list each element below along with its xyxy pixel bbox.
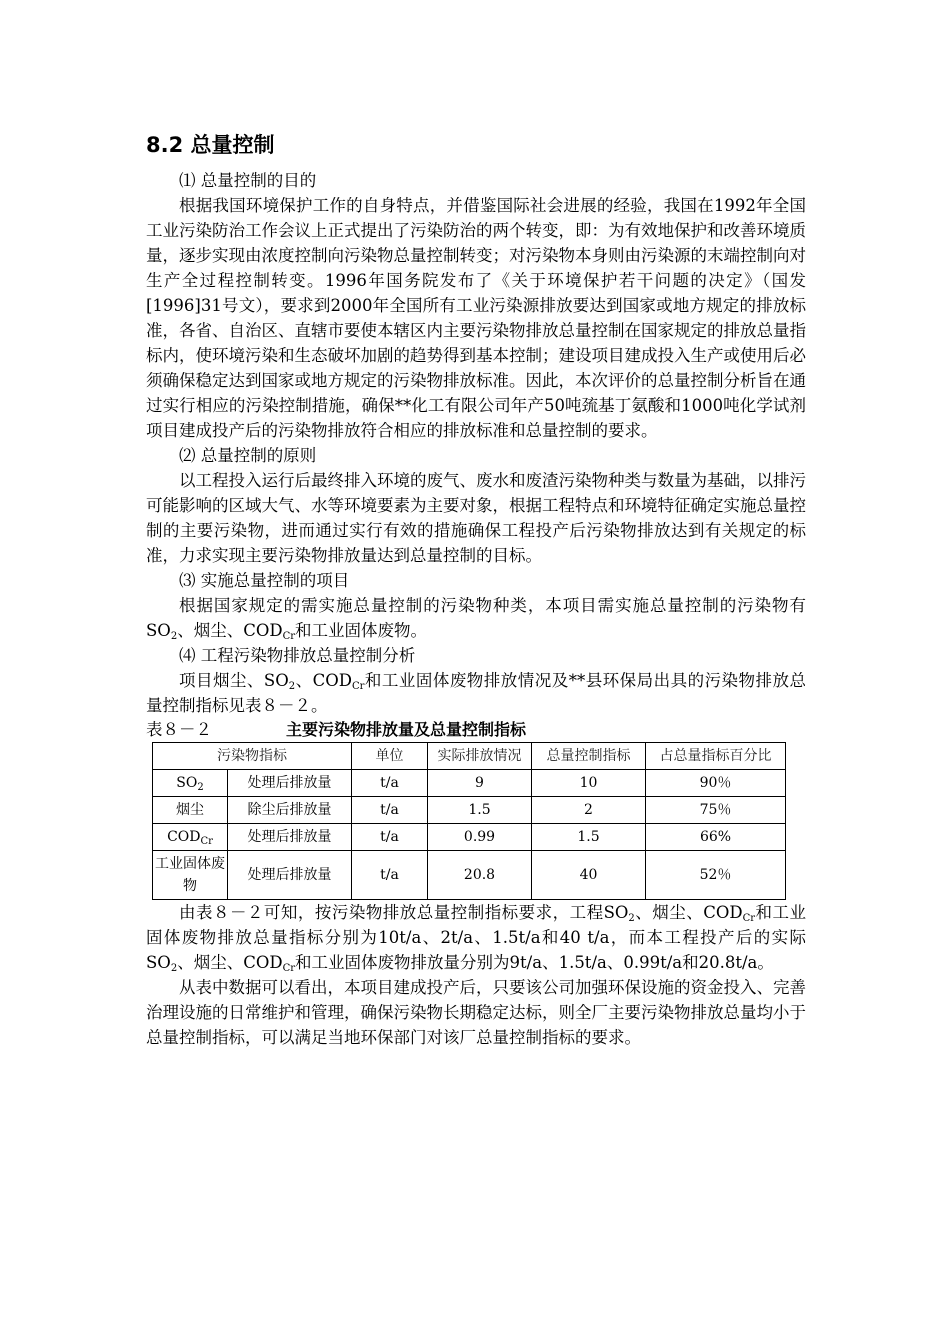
subsection-1-title: ⑴ 总量控制的目的 — [179, 171, 317, 190]
cell-percent: 52％ — [646, 851, 786, 900]
cell-unit: t/a — [352, 770, 428, 797]
header-unit: 单位 — [352, 743, 428, 770]
table-caption — [146, 718, 806, 742]
table-row — [153, 770, 786, 797]
cell-percent: 66% — [646, 824, 786, 851]
emission-table — [152, 742, 786, 900]
cell-actual: 9 — [428, 770, 532, 797]
section-heading: 8.2 总量控制 — [146, 133, 275, 157]
header-actual: 实际排放情况 — [428, 743, 532, 770]
header-percent: 占总量指标百分比 — [646, 743, 786, 770]
table-row — [153, 797, 786, 824]
cell-limit: 2 — [532, 797, 646, 824]
table-analysis-paragraph: 由表８－２可知，按污染物排放总量控制指标要求，工程$SO_2$、烟尘、$COD_{Cr}$和工业固体废物排放总量指标分别为10t/a、2t/a、1.5t/a和40 t/a，而本工程投产后的实际$SO_2$、烟尘、$COD_{Cr}$和工业固体废物排放量分别为9t/a、1.5t/a、0.99t/a和20.8t/a。 — [146, 903, 806, 974]
table-number: 表８－２ — [146, 720, 212, 739]
cell-pollutant: 烟尘 — [153, 797, 228, 824]
cell-actual: 1.5 — [428, 797, 532, 824]
header-limit: 总量控制指标 — [532, 743, 646, 770]
table-row — [153, 851, 786, 900]
subsection-4-title: ⑷ 工程污染物排放总量控制分析 — [179, 646, 416, 665]
cell-type: 处理后排放量 — [228, 851, 352, 900]
cell-type: 处理后排放量 — [228, 770, 352, 797]
cell-percent: 75％ — [646, 797, 786, 824]
cell-unit: t/a — [352, 851, 428, 900]
cell-pollutant: $COD_{Cr}$ — [153, 824, 228, 851]
table-header-row — [153, 743, 786, 770]
document-page — [146, 130, 806, 1050]
cell-unit: t/a — [352, 797, 428, 824]
subsection-2-title: ⑵ 总量控制的原则 — [179, 446, 317, 465]
cell-actual: 20.8 — [428, 851, 532, 900]
subsection-3-body: 根据国家规定的需实施总量控制的污染物种类，本项目需实施总量控制的污染物有$SO_2$、烟尘、$COD_{Cr}$和工业固体废物。 — [146, 596, 806, 642]
table-title: 主要污染物排放量及总量控制指标 — [286, 720, 527, 739]
subsection-1-body: 根据我国环境保护工作的自身特点，并借鉴国际社会进展的经验，我国在1992年全国工业污染防治工作会议上正式提出了污染防治的两个转变，即：为有效地保护和改善环境质量，逐步实现由浓度控制向污染物总量控制转变；对污染物本身则由污染源的末端控制向对生产全过程控制转变。1996年国务院发布了《关于环境保护若干问题的决定》（国发[1996]31号文），要求到2000年全国所有工业污染源排放要达到国家或地方规定的排放标准，各省、自治区、直辖市要使本辖区内主要污染物排放总量控制在国家规定的排放总量指标内，使环境污染和生态破坏加剧的趋势得到基本控制；建设项目建成投入生产或使用后必须确保稳定达到国家或地方规定的污染物排放标准。因此，本次评价的总量控制分析旨在通过实行相应的污染控制措施，确保**化工有限公司年产50吨巯基丁氨酸和1000吨化学试剂项目建成投产后的污染物排放符合相应的排放标准和总量控制的要求。 — [146, 196, 806, 440]
cell-pollutant: $SO_2$ — [153, 770, 228, 797]
cell-limit: 40 — [532, 851, 646, 900]
cell-type: 处理后排放量 — [228, 824, 352, 851]
conclusion-paragraph: 从表中数据可以看出，本项目建成投产后，只要该公司加强环保设施的资金投入、完善治理设施的日常维护和管理，确保污染物长期稳定达标，则全厂主要污染物排放总量均小于总量控制指标，可以满足当地环保部门对该厂总量控制指标的要求。 — [146, 978, 806, 1047]
cell-pollutant: 工业固体废物 — [153, 851, 228, 900]
header-pollutant: 污染物指标 — [153, 743, 352, 770]
subsection-2-body: 以工程投入运行后最终排入环境的废气、废水和废渣污染物种类与数量为基础，以排污可能影响的区域大气、水等环境要素为主要对象，根据工程特点和环境特征确定实施总量控制的主要污染物，进而通过实行有效的措施确保工程投产后污染物排放达到有关规定的标准，力求实现主要污染物排放量达到总量控制的目标。 — [146, 471, 806, 565]
cell-limit: 1.5 — [532, 824, 646, 851]
cell-limit: 10 — [532, 770, 646, 797]
subsection-3-title: ⑶ 实施总量控制的项目 — [179, 571, 350, 590]
cell-unit: t/a — [352, 824, 428, 851]
table-row — [153, 824, 786, 851]
subsection-4-body: 项目烟尘、$SO_2$、$COD_{Cr}$和工业固体废物排放情况及**县环保局出具的污染物排放总量控制指标见表８－２。 — [146, 671, 806, 715]
cell-percent: 90％ — [646, 770, 786, 797]
cell-actual: 0.99 — [428, 824, 532, 851]
cell-type: 除尘后排放量 — [228, 797, 352, 824]
